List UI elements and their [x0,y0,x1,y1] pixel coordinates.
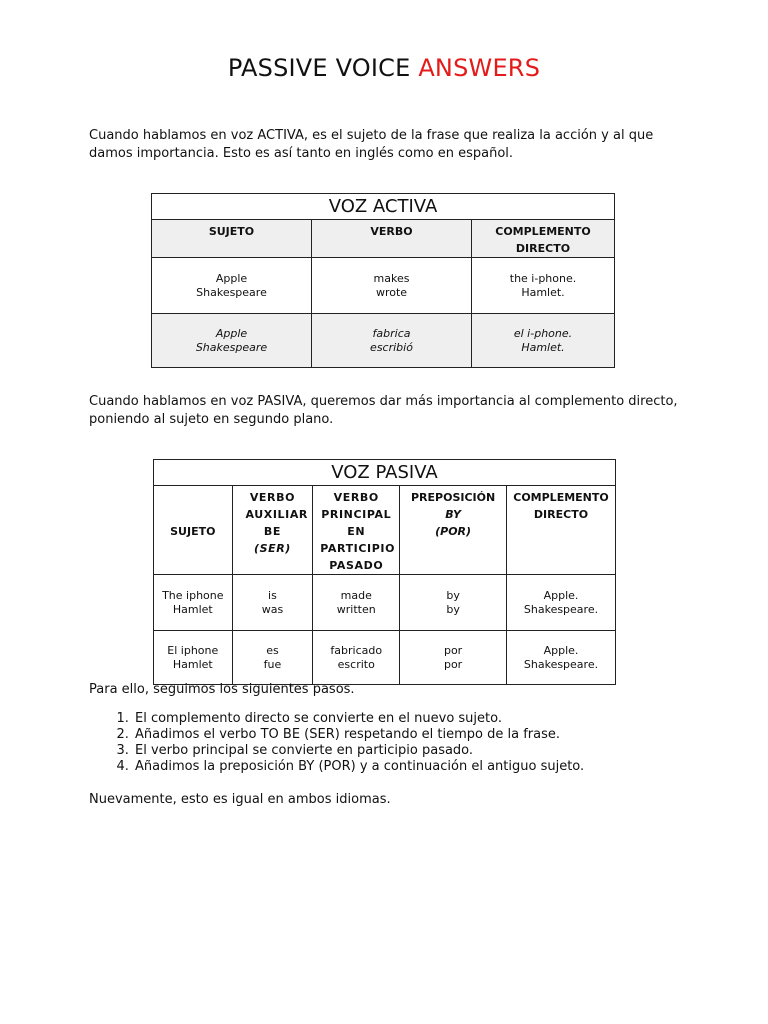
passive-header-ser: (SER) [253,542,291,555]
passive-cell-1-5 [507,575,616,631]
passive-cell-text: por por [443,643,463,671]
passive-cell-text: Apple. Shakespeare. [523,588,599,616]
passive-header-by: BY [445,508,461,521]
active-header-complemento-text: COMPLEMENTO DIRECTO [495,225,591,255]
page-title [0,54,768,82]
intro-passive-paragraph: Cuando hablamos en voz PASIVA, queremos dar más importancia al complemento directo, poniendo al sujeto en segundo plano. [89,394,678,427]
steps-intro: Para ello, seguimos los siguientes pasos. [89,682,355,697]
active-cell-text: fabrica escribió [370,326,413,354]
passive-cell-2-5 [507,631,616,685]
passive-cell-text: The iphone Hamlet [162,588,224,616]
passive-header-auxiliar-text: VERBO AUXILIAR BE [245,491,309,538]
passive-cell-text: by by [446,588,460,616]
list-item: 3. El verbo principal se convierte en participio pasado. [133,743,693,759]
passive-header-sujeto: SUJETO [154,486,233,575]
active-cell-text: makes wrote [373,271,410,299]
passive-header-preposicion-text: PREPOSICIÓN [410,491,496,504]
passive-cell-2-2 [232,631,313,685]
title-accent: ANSWERS [418,54,541,82]
passive-cell-text: made written [336,588,376,616]
passive-cell-1-3 [313,575,400,631]
active-cell-2-3 [472,314,615,368]
active-voice-table [151,193,615,368]
passive-header-preposicion [400,486,507,575]
passive-header-complemento-text: COMPLEMENTO DIRECTO [513,491,609,521]
passive-cell-2-1 [154,631,233,685]
active-cell-text: Apple Shakespeare [195,326,268,354]
passive-cell-text: is was [261,588,284,616]
active-cell-2-1 [152,314,312,368]
passive-cell-1-1 [154,575,233,631]
active-header-verbo: VERBO [312,220,472,258]
passive-cell-1-2 [232,575,313,631]
passive-header-principal [313,486,400,575]
list-item: 4. Añadimos la preposición BY (POR) y a continuación el antiguo sujeto. [133,759,693,775]
passive-header-complemento [507,486,616,575]
active-cell-1-3 [472,258,615,314]
passive-header-auxiliar [232,486,313,575]
passive-cell-text: Apple. Shakespeare. [523,643,599,671]
passive-header-por: (POR) [435,525,472,538]
active-cell-text: Apple Shakespeare [196,271,267,299]
passive-header-principal-text: VERBO PRINCIPAL EN PARTICIPIO PASADO [320,491,396,572]
closing-paragraph: Nuevamente, esto es igual en ambos idiomas. [89,792,391,807]
title-main: PASSIVE VOICE [227,54,419,82]
active-header-sujeto: SUJETO [152,220,312,258]
active-cell-1-2 [312,258,472,314]
passive-cell-text: es fue [263,643,282,671]
list-item: 1. El complemento directo se convierte en el nuevo sujeto. [133,711,693,727]
active-header-complemento [472,220,615,258]
passive-cell-text: El iphone Hamlet [167,643,219,671]
intro-active-paragraph: Cuando hablamos en voz ACTIVA, es el sujeto de la frase que realiza la acción y al que damos importancia. Esto es así tanto en inglés como en español. [89,128,654,161]
passive-cell-2-4 [400,631,507,685]
passive-voice-table [153,459,616,685]
active-cell-text: the i-phone. Hamlet. [509,271,577,299]
active-cell-2-2 [312,314,472,368]
passive-cell-2-3 [313,631,400,685]
active-cell-text: el i-phone. Hamlet. [513,326,573,354]
passive-table-caption: VOZ PASIVA [154,460,616,486]
passive-cell-1-4 [400,575,507,631]
list-item: 2. Añadimos el verbo TO BE (SER) respetando el tiempo de la frase. [133,727,693,743]
active-table-caption: VOZ ACTIVA [152,194,615,220]
active-cell-1-1 [152,258,312,314]
passive-cell-text: fabricado escrito [330,643,383,671]
steps-list [89,711,693,775]
